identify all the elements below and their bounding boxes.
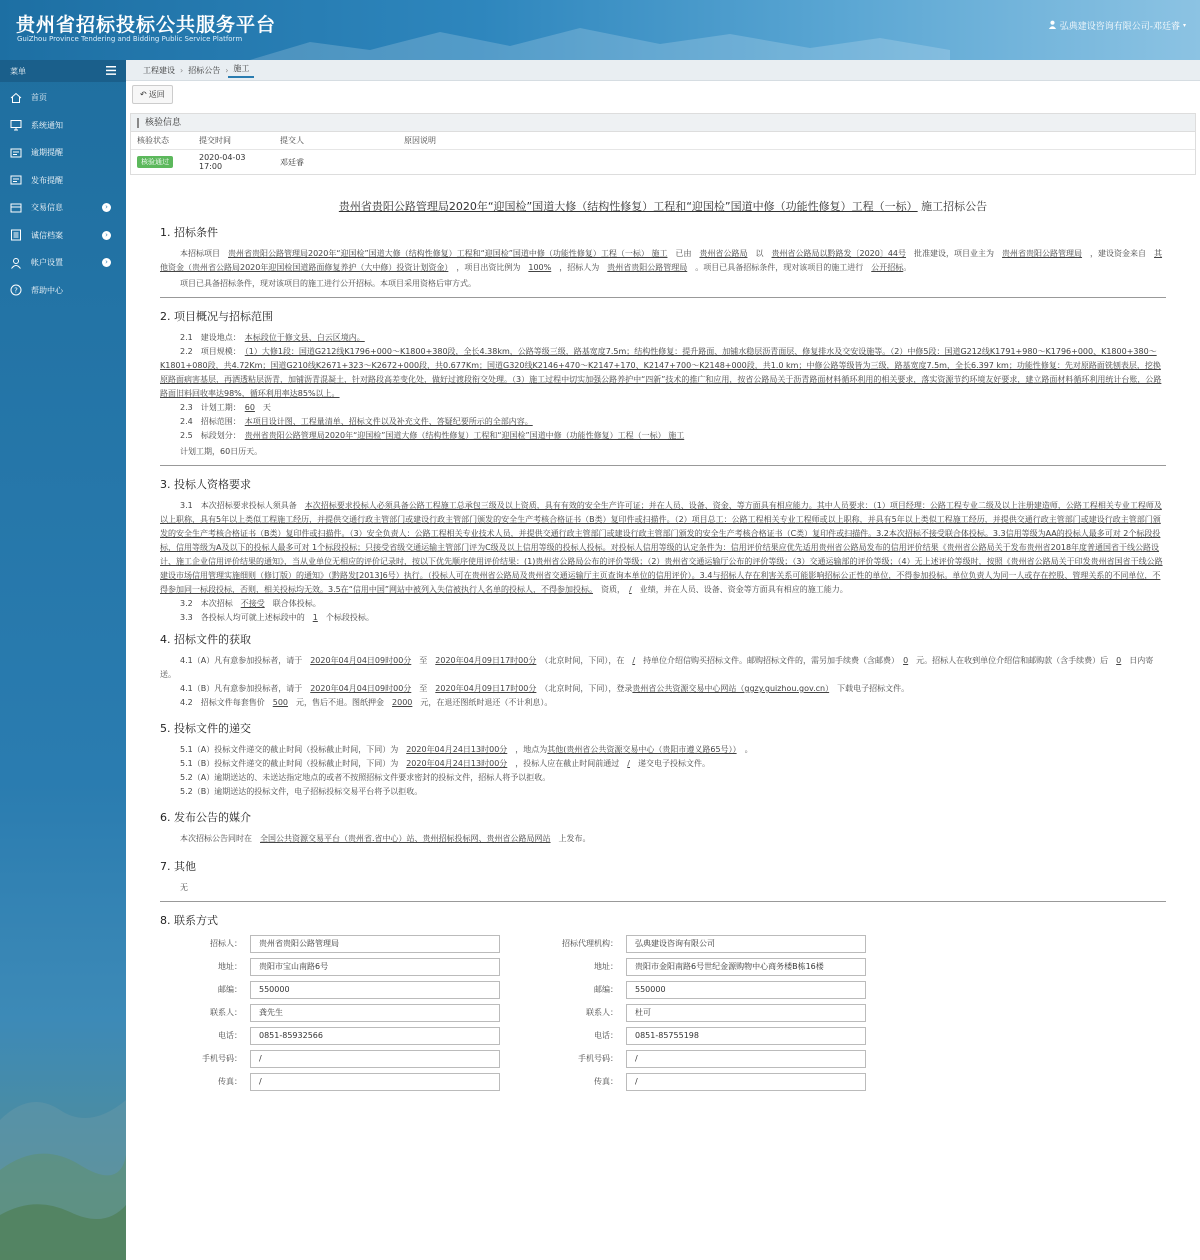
section-paragraph: 计划工期，60日历天。	[180, 447, 263, 456]
verify-panel	[130, 113, 1196, 175]
contact-label: 招标人：	[210, 939, 242, 948]
section-paragraph: 2.1 建设地点： 本标段位于修文县、白云区境内。	[180, 333, 365, 342]
sidebar-item-label: 交易信息	[31, 203, 63, 213]
section-paragraph: 5.1（B）投标文件递交的截止时间（投标截止时间，下同）为 2020年04月24日13时00分 ，投标人应在截止时间前通过 / 递交电子投标文件。	[180, 759, 710, 768]
chevron-right-icon: ›	[102, 203, 111, 212]
breadcrumb-item-current[interactable]: 施工	[228, 63, 254, 78]
contact-field: /	[250, 1050, 500, 1068]
section-paragraph: 3.2 本次招标 不接受 联合体投标。	[180, 599, 321, 608]
contact-label: 联系人：	[210, 1008, 242, 1017]
menu-toggle-icon[interactable]	[106, 66, 116, 77]
divider	[160, 465, 1166, 466]
section-heading: 7. 其他	[160, 860, 196, 873]
sidebar-item-account[interactable]	[0, 249, 126, 277]
sidebar-item-notice[interactable]	[0, 112, 126, 140]
contact-label: 传真：	[218, 1077, 242, 1086]
sidebar-item-label: 帮助中心	[31, 285, 63, 295]
column-header: 原因说明	[398, 132, 1195, 150]
sidebar-item-label: 首页	[31, 93, 47, 103]
section-paragraph: 2.2 项目规模： （1）大修1段：国道G212线K1796+000～K1800+380段，全长4.38km，公路等级三级，路基宽度7.5m；结构性修复：提升路面、加铺水稳层沥青面层、修复排水及交安设施等。（2）中修5段：国道G212线K1791+980～K1796+000、K1800+380～K1801+080段，共4.72Km；国道G210线K2671+323～K2672+000段，共0.677Km；国道G320线K2146+470～K2147+170、K2147+700～K2148+000段，共1.0 km；中修公路等级皆为三级，路基宽度7.5m，全长6.397 km；功能性修复：先对原路面铣刨表层，挖换原路面病害基层，再洒透粘层沥青，加铺沥青混凝土，针对路段高差变化处，做好过渡段衔交处理。（3）施工过程中切实加强公路养护中“四新”技术的推广和应用，按省公路局关于沥青路面材料循环利用的相关要求，落实资源节约环境友好要求，建立路面材料循环利用统计台账，公路路面旧料回收率达98%，循环利用率达85%以上。	[160, 347, 1162, 398]
sidebar-title: 菜单	[10, 66, 26, 76]
section-paragraph: 2.4 招标范围： 本项目设计图、工程量清单、招标文件以及补充文件、答疑纪要所示的全部内容。	[180, 417, 533, 426]
platform-subtitle: GuiZhou Province Tendering and Bidding Public Service Platform	[17, 35, 243, 43]
document-title: 贵州省贵阳公路管理局2020年“迎国检”国道大修（结构性修复）工程和“迎国检”国道中修（功能性修复）工程（一标） 施工招标公告	[338, 200, 988, 213]
verify-panel-header	[131, 114, 1195, 132]
sidebar-item-home[interactable]	[0, 84, 126, 112]
platform-title: 贵州省招标投标公共服务平台	[16, 14, 277, 36]
section-paragraph: 2.5 标段划分： 贵州省贵阳公路管理局2020年“迎国检”国道大修（结构性修复）工程和“迎国检”国道中修（功能性修复）工程（一标） 施工	[180, 431, 685, 440]
user-menu[interactable]	[1048, 19, 1186, 32]
contact-field: 550000	[250, 981, 500, 999]
contact-grid	[160, 935, 1166, 1091]
user-icon	[10, 257, 22, 269]
sidebar-item-help[interactable]	[0, 277, 126, 305]
card-icon	[10, 174, 22, 186]
contact-label: 邮编：	[218, 985, 242, 994]
sidebar-item-credit[interactable]	[0, 222, 126, 250]
section-paragraph: 项目已具备招标条件，现对该项目的施工进行公开招标。本项目采用资格后审方式。	[180, 279, 476, 288]
section-paragraph: 5.1（A）投标文件递交的截止时间（投标截止时间，下同）为 2020年04月24日13时00分 ，地点为其他(贵州省公共资源交易中心（贵阳市遵义路65号）） 。	[180, 745, 753, 754]
section-heading: 8. 联系方式	[160, 914, 218, 927]
question-icon	[10, 284, 22, 296]
caret-down-icon: ▾	[1182, 22, 1186, 29]
person-cell: 邓廷睿	[280, 157, 304, 167]
table-row	[131, 150, 1195, 175]
column-header: 提交时间	[193, 132, 274, 150]
section-heading: 3. 投标人资格要求	[160, 478, 251, 491]
section-heading: 1. 招标条件	[160, 226, 218, 239]
sidebar-header	[0, 60, 126, 82]
verify-table	[131, 132, 1195, 174]
back-arrow-icon: ↶	[140, 89, 147, 99]
status-cell	[131, 150, 193, 175]
contact-field: 0851-85755198	[626, 1027, 866, 1045]
breadcrumb	[126, 60, 1200, 81]
announcement-document	[160, 198, 1166, 1091]
monitor-icon	[10, 119, 22, 131]
divider	[160, 297, 1166, 298]
contact-field: /	[250, 1073, 500, 1091]
chevron-right-icon: ›	[102, 258, 111, 267]
contact-label: 地址：	[594, 962, 618, 971]
section-paragraph: 4.1（A）凡有意参加投标者，请于 2020年04月04日09时00分 至 2020年04月09日17时00分 （北京时间，下同），在 / 持单位介绍信购买招标文件。邮购招标文件的，需另加手续费（含邮费） 0 元。招标人在收到单位介绍信和邮购款（含手续费）后 0 日内寄送。	[160, 656, 1154, 679]
section-paragraph: 5.2（A）逾期送达的、未送达指定地点的或者不按照招标文件要求密封的投标文件，招标人将予以拒收。	[180, 773, 551, 782]
column-header: 核验状态	[131, 132, 193, 150]
sidebar-item-overdue[interactable]	[0, 139, 126, 167]
toolbar	[126, 81, 1200, 107]
sidebar-item-label: 系统通知	[31, 120, 63, 130]
section-paragraph: 本次招标公告同时在 全国公共资源交易平台（贵州省.省中心）站、贵州招标投标网、贵州省公路局网站 上发布。	[180, 834, 591, 843]
breadcrumb-item[interactable]: 招标公告	[188, 65, 221, 75]
section-paragraph: 2.3 计划工期： 60 天	[180, 403, 271, 412]
contact-label: 电话：	[594, 1031, 618, 1040]
svg-text:?: ?	[14, 286, 18, 295]
panel-marker	[137, 118, 139, 128]
chevron-right-icon: ›	[225, 65, 229, 75]
card-icon	[10, 147, 22, 159]
sidebar-item-label: 逾期提醒	[31, 148, 63, 158]
section-paragraph: 4.1（B）凡有意参加投标者，请于 2020年04月04日09时00分 至 2020年04月09日17时00分 （北京时间，下同），登录贵州省公共资源交易中心网站（ggzy.guizhou.gov.cn） 下载电子招标文件。	[180, 684, 910, 693]
home-icon	[10, 92, 22, 104]
divider	[160, 901, 1166, 902]
contact-label: 电话：	[218, 1031, 242, 1040]
sidebar-item-publish[interactable]	[0, 167, 126, 195]
contact-field: /	[626, 1050, 866, 1068]
sidebar-item-label: 帐户设置	[31, 258, 63, 268]
section-heading: 6. 发布公告的媒介	[160, 811, 251, 824]
section-paragraph: 无	[180, 883, 188, 892]
contact-label: 招标代理机构：	[562, 939, 618, 948]
verify-panel-title: 核验信息	[145, 117, 182, 128]
contact-field: /	[626, 1073, 866, 1091]
contact-field: 杜可	[626, 1004, 866, 1022]
chevron-right-icon: ›	[180, 65, 184, 75]
section-heading: 2. 项目概况与招标范围	[160, 310, 273, 323]
sidebar-item-trade[interactable]	[0, 194, 126, 222]
main-area	[126, 60, 1200, 1260]
chevron-right-icon: ›	[102, 231, 111, 240]
contact-field: 龚先生	[250, 1004, 500, 1022]
contact-label: 联系人：	[586, 1008, 618, 1017]
user-name: 弘典建设咨询有限公司-邓廷睿	[1059, 22, 1180, 32]
section-paragraph: 4.2 招标文件每套售价 500 元，售后不退。图纸押金 2000 元，在退还图纸时退还（不计利息）。	[180, 698, 553, 707]
section-paragraph: 本招标项目 贵州省贵阳公路管理局2020年“迎国检”国道大修（结构性修复）工程和“迎国检”国道中修（功能性修复）工程（一标） 施工 已由 贵州省公路局 以 贵州省公路局以黔路发〔2020〕44号 批准建设，项目业主为 贵州省贵阳公路管理局 ，建设资金来自 其他资金（贵州省公路局2020年迎国检国道路面修复养护（大中修）投资计划资金） ，项目出资比例为 100% ，招标人为 贵州省贵阳公路管理局 。项目已具备招标条件，现对该项目的施工进行 公开招标。	[160, 249, 1163, 272]
back-button-label: 返回	[148, 89, 165, 99]
contact-label: 手机号码：	[202, 1054, 242, 1063]
contact-label: 邮编：	[594, 985, 618, 994]
status-badge: 核验通过	[137, 156, 173, 168]
section-heading: 4. 招标文件的获取	[160, 633, 251, 646]
reason-cell	[398, 150, 1195, 175]
layers-icon	[10, 202, 22, 214]
section-heading: 5. 投标文件的递交	[160, 722, 251, 735]
contact-field: 550000	[626, 981, 866, 999]
contact-field: 贵阳市宝山南路6号	[250, 958, 500, 976]
section-paragraph: 3.1 本次招标要求投标人须具备 本次招标要求投标人必须具备公路工程施工总承包三级及以上资质，具有有效的安全生产许可证；并在人员、设备、资金、等方面具有相应能力。其中人员要求：（1）项目经理：公路工程专业二级及以上注册建造师，公路工程相关专业工程师及以上职称，具有5年以上类似工程施工经历，并提供交通行政主管部门或建设行政主管部门颁发的安全生产考核合格证书（B类）复印件或扫描件。（2）项目总工：公路工程相关专业工程师或以上职称，并具有5年以上类似工程施工经历，并提供交通行政主管部门或建设行政主管部门颁发的安全生产考核合格证书（B类）复印件或扫描件。（3）安全负责人：公路工程相关专业技术人员，并提供交通行政主管部门或建设行政主管部门颁发的安全生产考核合格证书（C类）复印件或扫描件。3.2本次招标不接受联合体投标。3.3信用等级为AA的投标人最多可对 2个标段投标，信用等级为A及以下的投标人最多可对 1个标段投标；只接受省级交通运输主管部门评为C级及以上信用等级的投标人投标。对投标人信用等级的认定条件为：信用评价结果应优先适用贵州省公路局发布的信用评价结果《贵州省公路局关于发布贵州省2018年度普通国省干线公路设计、施工企业信用评价结果的通知》，当从业单位无相应的评价记录时，按以下优先顺序使用评价结果：(1)贵州省公路局公布的评价等级；（2）贵州省交通运输厅公布的评价等级；（3）交通运输部的评价等级；（4）无上述评价等级时，按照《贵州省公路局关于印发贵州省国省干线公路建设市场信用管理实施细则（修订版）的通知》（黔路发[2013]6号）执行。（投标人可在贵州省公路局及贵州省交通运输厅主页查询本单位的信用评价）。3.4与招标人存在利害关系可能影响招标公正性的单位，不得参加投标。单位负责人为同一人或存在控股、管理关系的不同单位，不得参加同一标段投标，否则，相关投标均无效。3.5在“信用中国”网站中被列入失信被执行人名单的投标人，不得参加投标。 资质， / 业绩，并在人员、设备、资金等方面具有相应的施工能力。	[160, 501, 1163, 594]
contact-field: 弘典建设咨询有限公司	[626, 935, 866, 953]
top-header	[0, 0, 1200, 60]
contact-label: 传真：	[594, 1077, 618, 1086]
breadcrumb-item[interactable]: 工程建设	[143, 65, 175, 75]
contact-label: 手机号码：	[578, 1054, 618, 1063]
sidebar	[0, 60, 126, 1260]
user-icon	[1048, 20, 1057, 32]
sidebar-item-label: 发布提醒	[31, 175, 63, 185]
landscape-decoration	[0, 1000, 126, 1260]
contact-field: 0851-85932566	[250, 1027, 500, 1045]
time-cell: 2020-04-03 17:00	[199, 153, 246, 171]
contact-field: 贵阳市金阳南路6号世纪金源购物中心商务楼B栋16楼	[626, 958, 866, 976]
section-paragraph: 5.2（B）逾期送达的投标文件，电子招标投标交易平台将予以拒收。	[180, 787, 423, 796]
sidebar-item-label: 诚信档案	[31, 230, 63, 240]
column-header: 提交人	[274, 132, 398, 150]
back-button[interactable]	[132, 85, 173, 104]
contact-field: 贵州省贵阳公路管理局	[250, 935, 500, 953]
contact-label: 地址：	[218, 962, 242, 971]
mountain-decoration	[250, 20, 950, 60]
list-icon	[10, 229, 22, 241]
section-paragraph: 3.3 各投标人均可就上述标段中的 1 个标段投标。	[180, 613, 374, 622]
